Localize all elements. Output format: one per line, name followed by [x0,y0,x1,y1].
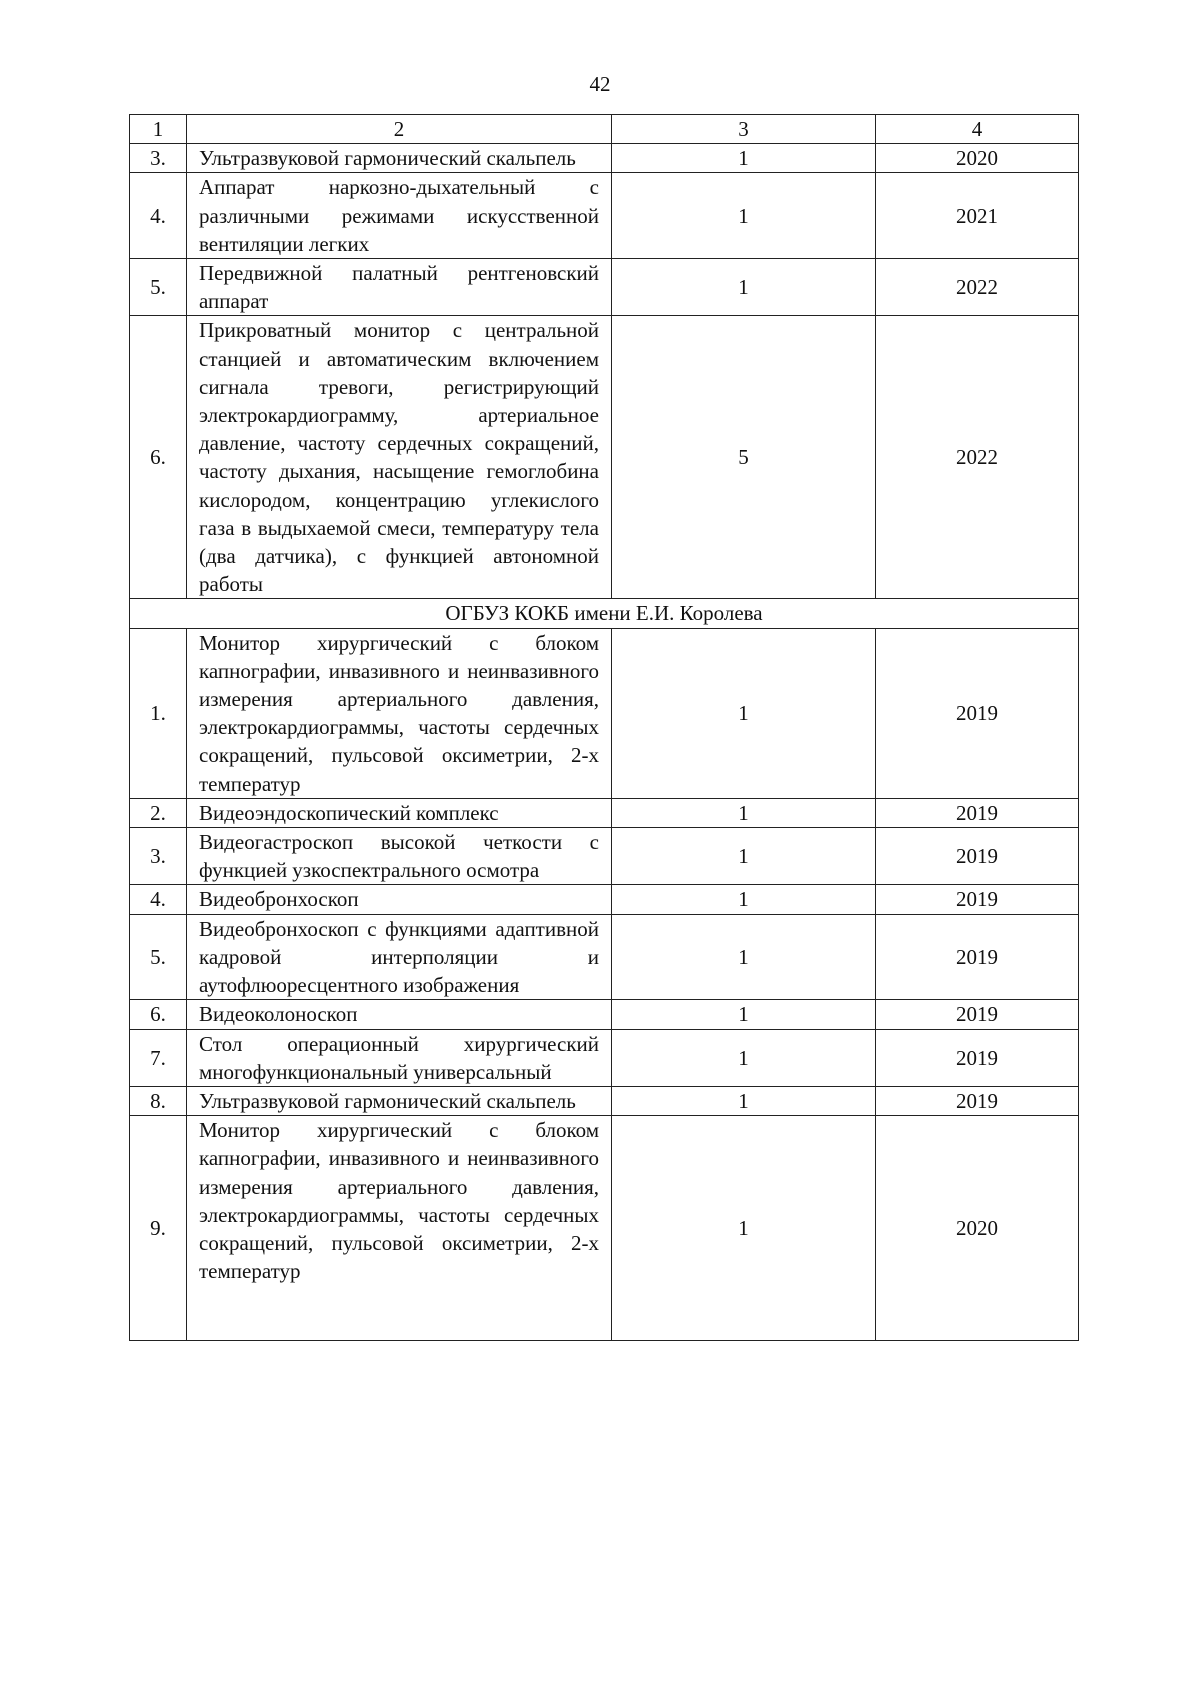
equipment-name: Видеоэндоскопический комплекс [187,798,612,827]
equipment-name: Ультразвуковой гармонический скальпель [187,1086,612,1115]
equipment-name: Стол операционный хирургический многофункциональный универсальный [187,1029,612,1086]
equipment-year: 2019 [876,914,1079,1000]
equipment-quantity: 1 [612,798,876,827]
equipment-year: 2020 [876,144,1079,173]
column-header: 4 [876,115,1079,144]
equipment-name: Ультразвуковой гармонический скальпель [187,144,612,173]
row-number: 6. [130,316,187,599]
table-row [130,914,1079,1000]
equipment-year: 2022 [876,259,1079,316]
equipment-table [129,114,1079,1341]
section-row [130,599,1079,628]
equipment-quantity: 5 [612,316,876,599]
table-row [130,1086,1079,1115]
table-row [130,259,1079,316]
row-number: 9. [130,1116,187,1341]
column-header: 1 [130,115,187,144]
equipment-quantity: 1 [612,1000,876,1029]
equipment-name: Видеоколоноскоп [187,1000,612,1029]
section-title: ОГБУЗ КОКБ имени Е.И. Королева [130,599,1079,628]
equipment-name: Видеогастроскоп высокой четкости с функцией узкоспектрального осмотра [187,828,612,885]
equipment-year: 2019 [876,1086,1079,1115]
equipment-name: Аппарат наркозно-дыхательный с различными режимами искусственной вентиляции легких [187,173,612,259]
table-row [130,144,1079,173]
equipment-quantity: 1 [612,1116,876,1341]
table-row [130,1116,1079,1341]
equipment-quantity: 1 [612,1029,876,1086]
row-number: 3. [130,828,187,885]
table-row [130,828,1079,885]
column-header: 2 [187,115,612,144]
column-header: 3 [612,115,876,144]
equipment-year: 2022 [876,316,1079,599]
equipment-year: 2019 [876,1029,1079,1086]
equipment-quantity: 1 [612,828,876,885]
table-row [130,173,1079,259]
row-number: 5. [130,259,187,316]
row-number: 3. [130,144,187,173]
table-row [130,885,1079,914]
equipment-year: 2021 [876,173,1079,259]
table-row [130,316,1079,599]
row-number: 1. [130,628,187,798]
row-number: 5. [130,914,187,1000]
page-number: 42 [589,72,611,96]
equipment-quantity: 1 [612,1086,876,1115]
equipment-year: 2020 [876,1116,1079,1341]
equipment-quantity: 1 [612,914,876,1000]
equipment-quantity: 1 [612,885,876,914]
table-row [130,628,1079,798]
equipment-name: Видеобронхоскоп [187,885,612,914]
equipment-quantity: 1 [612,259,876,316]
row-number: 6. [130,1000,187,1029]
equipment-year: 2019 [876,885,1079,914]
row-number: 7. [130,1029,187,1086]
equipment-year: 2019 [876,628,1079,798]
equipment-name: Прикроватный монитор с центральной станцией и автоматическим включением сигнала тревоги, регистрирующий электрокардиограмму, артериальное давление, частоту сердечных сокращений, частоту дыхания, насыщение гемоглобина кислородом, концентрацию углекислого газа в выдыхаемой смеси, температуру тела (два датчика), с функцией автономной работы [187,316,612,599]
row-number: 4. [130,885,187,914]
equipment-name: Монитор хирургический с блоком капнографии, инвазивного и неинвазивного измерения артериального давления, электрокардиограммы, частоты сердечных сокращений, пульсовой оксиметрии, 2-х температур [187,628,612,798]
table-row [130,1029,1079,1086]
equipment-year: 2019 [876,1000,1079,1029]
row-number: 8. [130,1086,187,1115]
equipment-name: Видеобронхоскоп с функциями адаптивной кадровой интерполяции и аутофлюоресцентного изображения [187,914,612,1000]
equipment-name: Передвижной палатный рентгеновский аппарат [187,259,612,316]
row-number: 4. [130,173,187,259]
equipment-quantity: 1 [612,173,876,259]
table-row [130,798,1079,827]
row-number: 2. [130,798,187,827]
equipment-name: Монитор хирургический с блоком капнографии, инвазивного и неинвазивного измерения артериального давления, электрокардиограммы, частоты сердечных сокращений, пульсовой оксиметрии, 2-х температур [187,1116,612,1341]
table-header-row [130,115,1079,144]
table-row [130,1000,1079,1029]
equipment-quantity: 1 [612,144,876,173]
equipment-year: 2019 [876,798,1079,827]
equipment-year: 2019 [876,828,1079,885]
equipment-quantity: 1 [612,628,876,798]
